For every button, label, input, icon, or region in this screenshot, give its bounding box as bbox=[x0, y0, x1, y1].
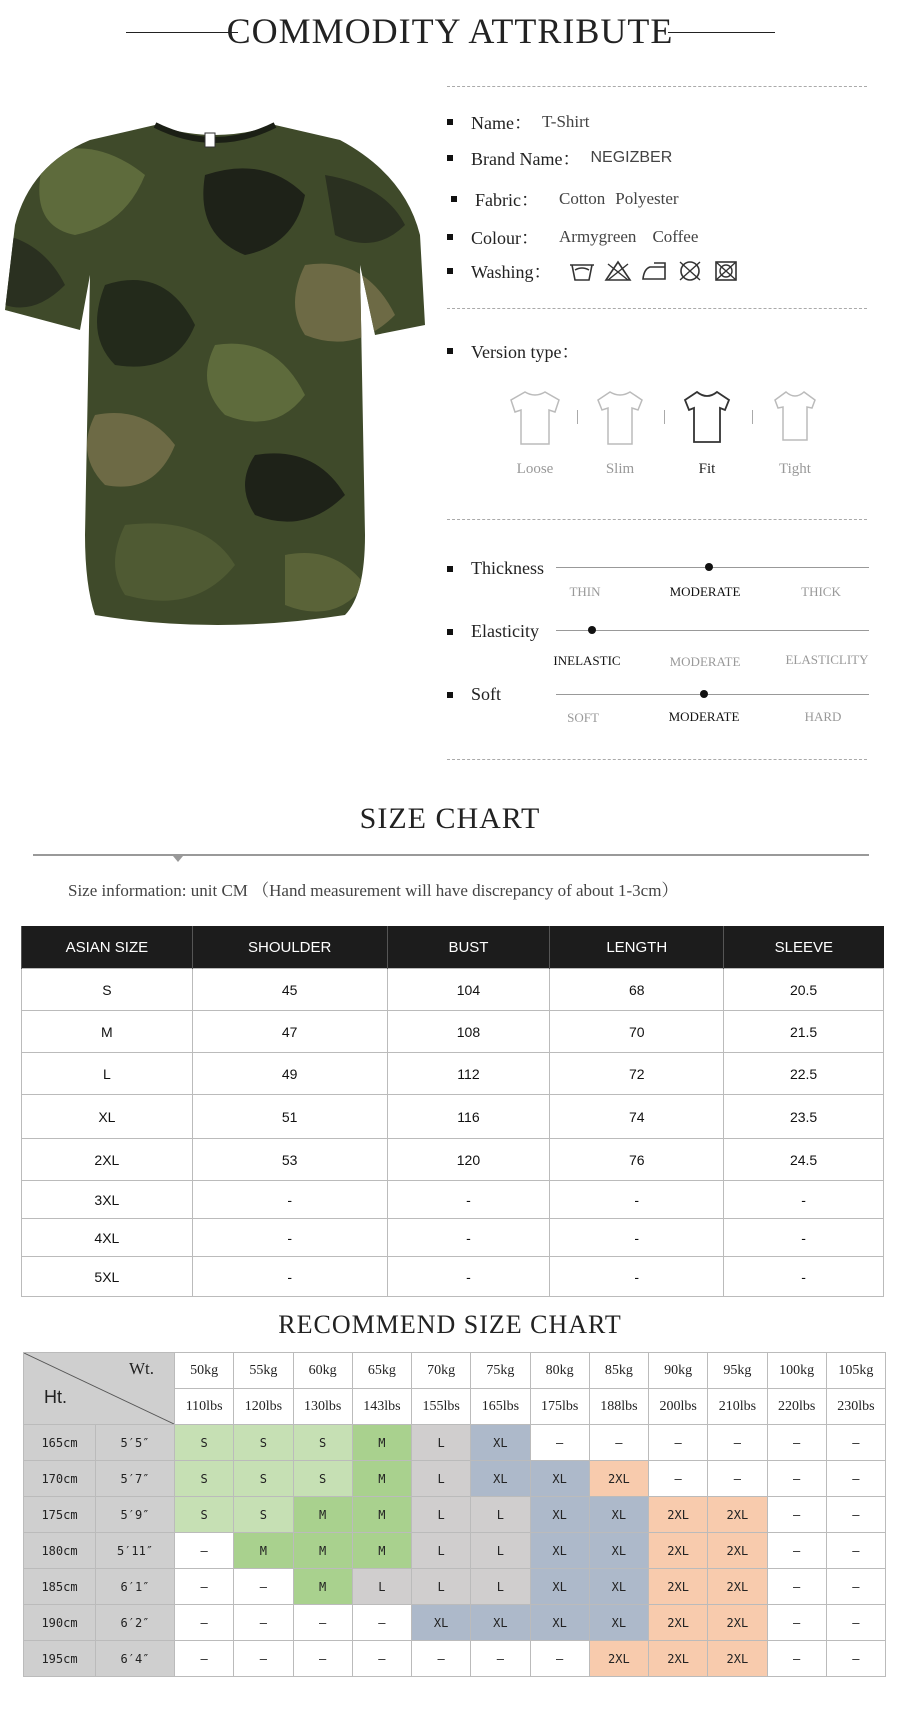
table-row bbox=[22, 1219, 884, 1257]
table-row bbox=[22, 1181, 884, 1219]
column-header: SLEEVE bbox=[724, 926, 884, 969]
size-cell: – bbox=[767, 1425, 826, 1461]
height-cm-cell: 190cm bbox=[24, 1605, 96, 1641]
brand-label: Brand Name： bbox=[471, 149, 581, 169]
size-cell: M bbox=[352, 1461, 411, 1497]
size-cell: XL bbox=[530, 1569, 589, 1605]
table-cell: 4XL bbox=[22, 1219, 193, 1257]
height-row bbox=[24, 1569, 886, 1605]
fabric-label: Fabric： bbox=[475, 190, 539, 210]
height-row bbox=[24, 1533, 886, 1569]
table-cell: 3XL bbox=[22, 1181, 193, 1219]
size-cell: S bbox=[293, 1425, 352, 1461]
column-header: SHOULDER bbox=[192, 926, 387, 969]
table-cell: 116 bbox=[387, 1095, 550, 1139]
size-cell: – bbox=[352, 1605, 411, 1641]
size-cell: L bbox=[352, 1569, 411, 1605]
soft-option: HARD bbox=[804, 709, 842, 724]
ht-label: Ht. bbox=[44, 1387, 68, 1407]
table-cell: - bbox=[192, 1219, 387, 1257]
size-cell: XL bbox=[589, 1569, 648, 1605]
weight-lbs-cell: 120lbs bbox=[234, 1389, 293, 1425]
size-cell: – bbox=[175, 1641, 234, 1677]
table-cell: M bbox=[22, 1011, 193, 1053]
height-cm-cell: 195cm bbox=[24, 1641, 96, 1677]
size-cell: XL bbox=[589, 1605, 648, 1641]
table-cell: 53 bbox=[192, 1139, 387, 1181]
size-info-text: Size information: unit CM （Hand measurement will have discrepancy of about 1-3cm） bbox=[68, 881, 679, 900]
size-cell: 2XL bbox=[649, 1569, 708, 1605]
height-row bbox=[24, 1605, 886, 1641]
table-cell: - bbox=[724, 1257, 884, 1297]
size-cell: S bbox=[234, 1497, 293, 1533]
table-cell: - bbox=[550, 1181, 724, 1219]
table-cell: - bbox=[192, 1257, 387, 1297]
table-cell: 74 bbox=[550, 1095, 724, 1139]
size-cell: L bbox=[471, 1569, 530, 1605]
table-cell: 23.5 bbox=[724, 1095, 884, 1139]
bullet bbox=[447, 629, 453, 635]
recommend-table bbox=[23, 1352, 886, 1677]
version-label: Version type： bbox=[471, 342, 580, 362]
size-cell: – bbox=[234, 1569, 293, 1605]
weight-kg-cell: 85kg bbox=[589, 1353, 648, 1389]
table-cell: 51 bbox=[192, 1095, 387, 1139]
size-cell: 2XL bbox=[708, 1641, 767, 1677]
size-cell: – bbox=[767, 1533, 826, 1569]
attr-version bbox=[447, 338, 579, 364]
table-header-row bbox=[22, 926, 884, 969]
table-cell: 120 bbox=[387, 1139, 550, 1181]
thickness-knob bbox=[705, 563, 713, 571]
divider bbox=[447, 86, 867, 87]
size-cell: XL bbox=[471, 1605, 530, 1641]
size-cell: – bbox=[767, 1641, 826, 1677]
table-cell: 5XL bbox=[22, 1257, 193, 1297]
divider bbox=[447, 759, 867, 760]
size-cell: 2XL bbox=[649, 1605, 708, 1641]
height-cm-cell: 170cm bbox=[24, 1461, 96, 1497]
table-cell: 24.5 bbox=[724, 1139, 884, 1181]
tshirt-image bbox=[5, 115, 425, 625]
weight-kg-cell: 100kg bbox=[767, 1353, 826, 1389]
weight-lbs-cell: 155lbs bbox=[412, 1389, 471, 1425]
tshirt-outline-icon bbox=[765, 388, 825, 448]
version-label-text: Loose bbox=[516, 461, 554, 477]
prop-thickness bbox=[447, 558, 544, 579]
prop-elasticity bbox=[447, 621, 539, 642]
size-chart-table bbox=[21, 926, 884, 1297]
elasticity-track bbox=[556, 630, 869, 631]
height-ft-cell: 5′7″ bbox=[96, 1461, 175, 1497]
size-cell: – bbox=[826, 1605, 885, 1641]
size-cell: M bbox=[293, 1533, 352, 1569]
column-header: BUST bbox=[387, 926, 550, 969]
soft-knob bbox=[700, 690, 708, 698]
bullet bbox=[447, 692, 453, 698]
size-cell: – bbox=[826, 1425, 885, 1461]
colour-value: Coffee bbox=[652, 227, 699, 246]
table-cell: 20.5 bbox=[724, 969, 884, 1011]
height-cm-cell: 180cm bbox=[24, 1533, 96, 1569]
thickness-option: THIN bbox=[569, 584, 601, 599]
size-cell: S bbox=[175, 1461, 234, 1497]
prop-label: Elasticity bbox=[471, 621, 539, 641]
size-cell: L bbox=[471, 1497, 530, 1533]
size-cell: 2XL bbox=[649, 1533, 708, 1569]
size-cell: M bbox=[293, 1497, 352, 1533]
prop-soft bbox=[447, 684, 501, 705]
weight-kg-cell: 60kg bbox=[293, 1353, 352, 1389]
size-cell: – bbox=[649, 1461, 708, 1497]
height-row bbox=[24, 1641, 886, 1677]
table-cell: 49 bbox=[192, 1053, 387, 1095]
table-cell: - bbox=[724, 1181, 884, 1219]
attr-colour bbox=[447, 224, 698, 250]
tshirt-outline-icon bbox=[590, 388, 650, 448]
ht-wt-corner bbox=[24, 1353, 175, 1425]
washing-label: Washing： bbox=[471, 262, 552, 282]
divider bbox=[447, 308, 867, 309]
weight-kg-cell: 90kg bbox=[649, 1353, 708, 1389]
size-cell: – bbox=[412, 1641, 471, 1677]
colour-label: Colour： bbox=[471, 228, 540, 248]
size-cell: S bbox=[175, 1497, 234, 1533]
iron-icon bbox=[640, 259, 668, 283]
weight-kg-cell: 95kg bbox=[708, 1353, 767, 1389]
name-value: T-Shirt bbox=[541, 112, 590, 131]
weight-kg-cell: 65kg bbox=[352, 1353, 411, 1389]
table-cell: - bbox=[387, 1219, 550, 1257]
size-cell: S bbox=[234, 1461, 293, 1497]
bullet bbox=[447, 566, 453, 572]
height-ft-cell: 5′11″ bbox=[96, 1533, 175, 1569]
height-cm-cell: 185cm bbox=[24, 1569, 96, 1605]
weight-lbs-cell: 210lbs bbox=[708, 1389, 767, 1425]
table-cell: L bbox=[22, 1053, 193, 1095]
no-dry-clean-icon bbox=[676, 259, 704, 283]
size-cell: 2XL bbox=[649, 1497, 708, 1533]
size-cell: – bbox=[293, 1605, 352, 1641]
size-cell: – bbox=[767, 1605, 826, 1641]
size-cell: 2XL bbox=[649, 1641, 708, 1677]
size-cell: S bbox=[234, 1425, 293, 1461]
height-row bbox=[24, 1425, 886, 1461]
table-cell: 45 bbox=[192, 969, 387, 1011]
weight-kg-cell: 50kg bbox=[175, 1353, 234, 1389]
weight-kg-cell: 105kg bbox=[826, 1353, 885, 1389]
size-chart-rule bbox=[33, 854, 869, 856]
page-title: COMMODITY ATTRIBUTE bbox=[226, 11, 674, 51]
table-row bbox=[22, 969, 884, 1011]
height-row bbox=[24, 1461, 886, 1497]
size-cell: – bbox=[234, 1641, 293, 1677]
bullet bbox=[447, 119, 453, 125]
size-cell: – bbox=[826, 1461, 885, 1497]
weight-lbs-cell: 130lbs bbox=[293, 1389, 352, 1425]
size-cell: – bbox=[767, 1461, 826, 1497]
height-ft-cell: 5′5″ bbox=[96, 1425, 175, 1461]
size-cell: L bbox=[471, 1533, 530, 1569]
tshirt-outline-icon bbox=[505, 388, 565, 448]
weight-lbs-cell: 165lbs bbox=[471, 1389, 530, 1425]
weight-kg-cell: 70kg bbox=[412, 1353, 471, 1389]
weight-lbs-cell: 188lbs bbox=[589, 1389, 648, 1425]
weight-kg-row bbox=[24, 1353, 886, 1389]
weight-lbs-cell: 230lbs bbox=[826, 1389, 885, 1425]
size-cell: – bbox=[175, 1569, 234, 1605]
size-cell: XL bbox=[589, 1497, 648, 1533]
table-cell: 72 bbox=[550, 1053, 724, 1095]
table-cell: XL bbox=[22, 1095, 193, 1139]
size-cell: – bbox=[293, 1641, 352, 1677]
table-cell: - bbox=[550, 1219, 724, 1257]
size-cell: M bbox=[234, 1533, 293, 1569]
table-cell: S bbox=[22, 969, 193, 1011]
weight-kg-cell: 55kg bbox=[234, 1353, 293, 1389]
weight-lbs-cell: 220lbs bbox=[767, 1389, 826, 1425]
prop-label: Thickness bbox=[471, 558, 544, 578]
table-cell: 47 bbox=[192, 1011, 387, 1053]
wt-label: Wt. bbox=[128, 1359, 154, 1378]
weight-lbs-cell: 110lbs bbox=[175, 1389, 234, 1425]
attr-brand bbox=[447, 145, 672, 171]
size-cell: M bbox=[293, 1569, 352, 1605]
size-cell: XL bbox=[589, 1533, 648, 1569]
size-cell: XL bbox=[530, 1533, 589, 1569]
size-cell: 2XL bbox=[708, 1497, 767, 1533]
divider bbox=[447, 519, 867, 520]
table-cell: 104 bbox=[387, 969, 550, 1011]
height-cm-cell: 175cm bbox=[24, 1497, 96, 1533]
tshirt-outline-icon bbox=[677, 388, 737, 448]
weight-lbs-cell: 175lbs bbox=[530, 1389, 589, 1425]
size-cell: – bbox=[767, 1569, 826, 1605]
weight-kg-cell: 80kg bbox=[530, 1353, 589, 1389]
size-cell: XL bbox=[471, 1461, 530, 1497]
size-cell: L bbox=[412, 1569, 471, 1605]
column-header: ASIAN SIZE bbox=[22, 926, 193, 969]
no-bleach-icon bbox=[604, 259, 632, 283]
table-cell: 108 bbox=[387, 1011, 550, 1053]
version-label-text: Fit bbox=[698, 461, 716, 477]
size-cell: – bbox=[589, 1425, 648, 1461]
name-label: Name： bbox=[471, 113, 532, 133]
bullet bbox=[447, 234, 453, 240]
size-cell: – bbox=[826, 1497, 885, 1533]
table-cell: 76 bbox=[550, 1139, 724, 1181]
size-cell: L bbox=[412, 1425, 471, 1461]
height-ft-cell: 6′2″ bbox=[96, 1605, 175, 1641]
size-cell: – bbox=[471, 1641, 530, 1677]
thickness-option: MODERATE bbox=[669, 584, 741, 599]
bullet bbox=[447, 155, 453, 161]
size-cell: – bbox=[708, 1425, 767, 1461]
brand-value: NEGIZBER bbox=[590, 149, 673, 166]
table-cell: 22.5 bbox=[724, 1053, 884, 1095]
size-cell: – bbox=[826, 1569, 885, 1605]
size-cell: M bbox=[352, 1425, 411, 1461]
weight-lbs-cell: 143lbs bbox=[352, 1389, 411, 1425]
attr-fabric bbox=[451, 186, 679, 212]
size-cell: S bbox=[293, 1461, 352, 1497]
separator bbox=[577, 410, 578, 424]
size-cell: – bbox=[826, 1641, 885, 1677]
table-cell: - bbox=[192, 1181, 387, 1219]
table-row bbox=[22, 1257, 884, 1297]
size-cell: L bbox=[412, 1497, 471, 1533]
size-cell: 2XL bbox=[589, 1461, 648, 1497]
colour-value: Armygreen bbox=[559, 227, 637, 246]
elasticity-option: ELASTICLITY bbox=[785, 652, 869, 667]
size-cell: M bbox=[352, 1533, 411, 1569]
size-cell: – bbox=[530, 1425, 589, 1461]
size-cell: – bbox=[649, 1425, 708, 1461]
version-loose bbox=[500, 388, 570, 478]
table-cell: 68 bbox=[550, 969, 724, 1011]
thickness-option: THICK bbox=[801, 584, 841, 599]
size-cell: – bbox=[767, 1497, 826, 1533]
table-cell: - bbox=[387, 1257, 550, 1297]
version-label-text: Slim bbox=[605, 461, 635, 477]
attr-name bbox=[447, 109, 590, 135]
size-cell: XL bbox=[530, 1605, 589, 1641]
table-row bbox=[22, 1053, 884, 1095]
weight-lbs-cell: 200lbs bbox=[649, 1389, 708, 1425]
size-cell: 2XL bbox=[708, 1533, 767, 1569]
size-cell: 2XL bbox=[708, 1569, 767, 1605]
size-cell: XL bbox=[530, 1461, 589, 1497]
size-cell: – bbox=[234, 1605, 293, 1641]
table-row bbox=[22, 1095, 884, 1139]
height-row bbox=[24, 1497, 886, 1533]
size-cell: XL bbox=[471, 1425, 530, 1461]
size-cell: L bbox=[412, 1461, 471, 1497]
table-row bbox=[22, 1139, 884, 1181]
size-cell: – bbox=[175, 1533, 234, 1569]
height-cm-cell: 165cm bbox=[24, 1425, 96, 1461]
size-cell: S bbox=[175, 1425, 234, 1461]
version-slim bbox=[585, 388, 655, 478]
elasticity-option: MODERATE bbox=[669, 654, 741, 669]
version-label-text: Tight bbox=[779, 461, 811, 477]
height-ft-cell: 6′4″ bbox=[96, 1641, 175, 1677]
version-fit bbox=[672, 388, 742, 478]
size-cell: – bbox=[826, 1533, 885, 1569]
table-cell: 70 bbox=[550, 1011, 724, 1053]
size-cell: L bbox=[412, 1533, 471, 1569]
bullet bbox=[451, 196, 457, 202]
size-cell: XL bbox=[530, 1497, 589, 1533]
prop-label: Soft bbox=[471, 684, 502, 704]
table-cell: 21.5 bbox=[724, 1011, 884, 1053]
size-cell: – bbox=[530, 1641, 589, 1677]
recommend-title: RECOMMEND SIZE CHART bbox=[278, 1310, 622, 1339]
size-cell: 2XL bbox=[708, 1605, 767, 1641]
hand-wash-icon bbox=[568, 259, 596, 283]
soft-track bbox=[556, 694, 869, 695]
size-cell: XL bbox=[412, 1605, 471, 1641]
bullet bbox=[447, 268, 453, 274]
table-row bbox=[22, 1011, 884, 1053]
soft-option: SOFT bbox=[567, 710, 599, 725]
rule-notch bbox=[173, 856, 183, 862]
table-cell: - bbox=[387, 1181, 550, 1219]
separator bbox=[664, 410, 665, 424]
soft-option: MODERATE bbox=[668, 709, 740, 724]
bullet bbox=[447, 348, 453, 354]
elasticity-option: INELASTIC bbox=[553, 653, 621, 668]
size-chart-title: SIZE CHART bbox=[359, 802, 541, 835]
table-cell: - bbox=[724, 1219, 884, 1257]
version-tight bbox=[760, 388, 830, 478]
height-ft-cell: 6′1″ bbox=[96, 1569, 175, 1605]
weight-kg-cell: 75kg bbox=[471, 1353, 530, 1389]
table-cell: 2XL bbox=[22, 1139, 193, 1181]
elasticity-knob bbox=[588, 626, 596, 634]
fabric-value: Cotton bbox=[558, 189, 606, 208]
table-cell: 112 bbox=[387, 1053, 550, 1095]
attr-washing bbox=[447, 258, 740, 284]
separator bbox=[752, 410, 753, 424]
height-ft-cell: 5′9″ bbox=[96, 1497, 175, 1533]
size-cell: – bbox=[175, 1605, 234, 1641]
size-cell: 2XL bbox=[589, 1641, 648, 1677]
column-header: LENGTH bbox=[550, 926, 724, 969]
fabric-value: Polyester bbox=[615, 189, 679, 208]
size-cell: – bbox=[352, 1641, 411, 1677]
table-cell: - bbox=[550, 1257, 724, 1297]
size-cell: M bbox=[352, 1497, 411, 1533]
size-cell: – bbox=[708, 1461, 767, 1497]
no-tumble-dry-icon bbox=[712, 259, 740, 283]
